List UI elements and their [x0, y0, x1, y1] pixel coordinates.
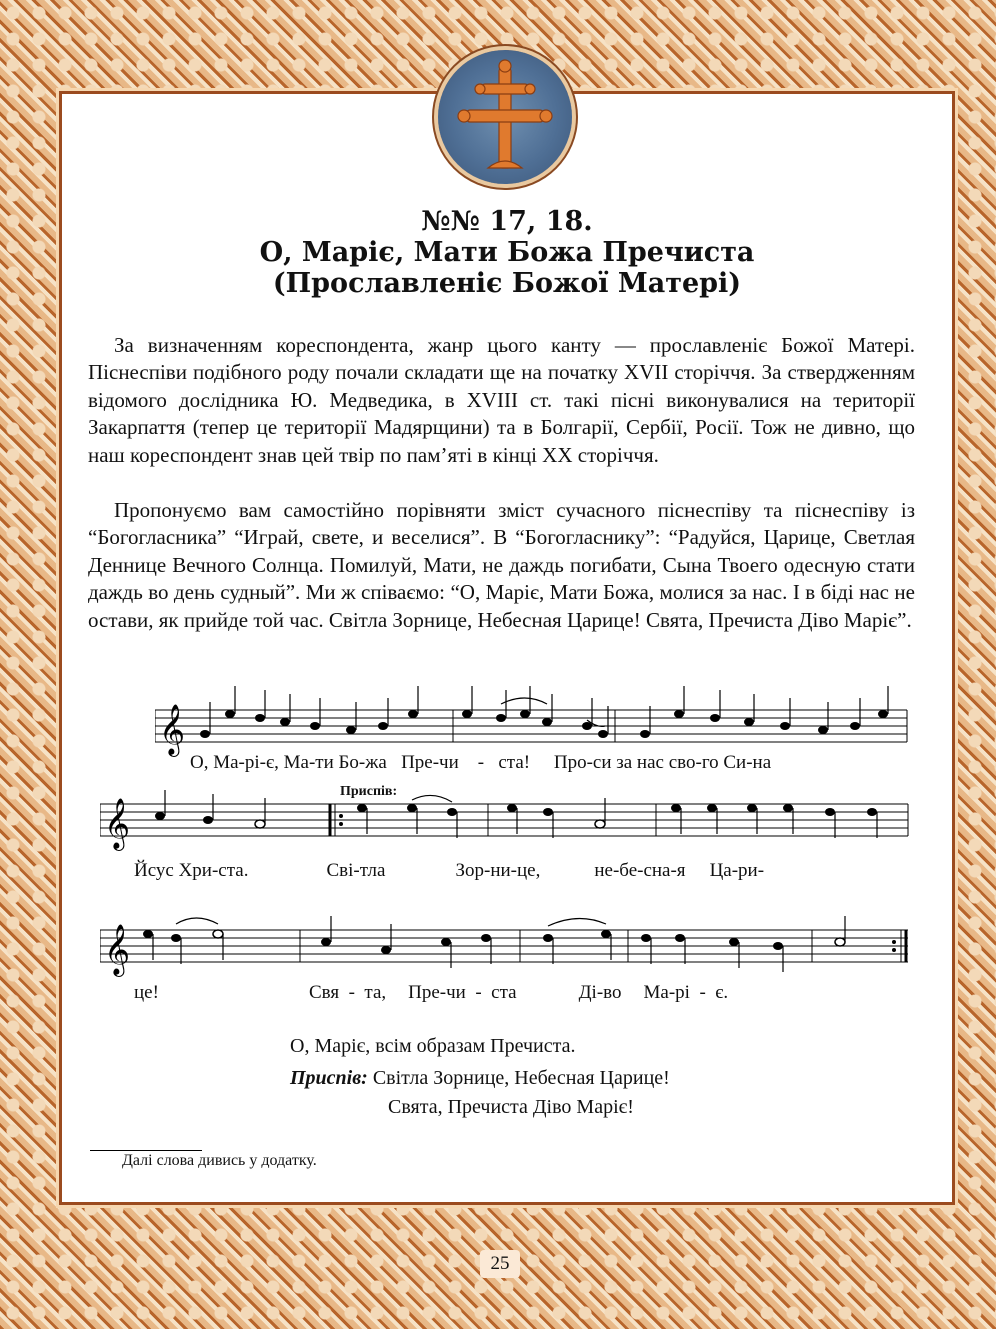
- lyrics-line-1: О, Ма-рі-є, Ма-ти Бо-жа Пре-чи - ста! Про-си за нас сво-го Си-на: [190, 752, 772, 773]
- footnote: Далі слова дивись у додатку.: [122, 1152, 317, 1169]
- verse-refrain-label: Приспів:: [290, 1067, 368, 1089]
- paragraph-1: За визначенням кореспондента, жанр цього канту — прославленіє Божої Матері. Піснеспіви подібного роду почали складати ще на початку XVII сторіччя. За ствердженням відомого дослідника Ю. Медведика, в XVIII ст. такі пісні виконувалися на території Закарпаття (тепер це території Мадярщини) та в Болгарії, Сербії, Росії. Тож не дивно, що наш кореспондент знав цей твір по пам’яті в кінці XX сторіччя.: [88, 333, 915, 467]
- verse-line-3: Свята, Пречиста Діво Маріє!: [388, 1096, 634, 1118]
- footnote-divider: [90, 1150, 202, 1151]
- title-subtitle: (Прославленіє Божої Матері): [272, 268, 742, 299]
- treble-clef-icon: 𝄞: [104, 798, 131, 849]
- cross-emblem-icon: [438, 50, 572, 184]
- paragraph-2: Пропонуємо вам самостійно порівняти зміст сучасного піснеспіву та піснеспіву із “Богогласника” “Играй, свете, и веселися”. В “Богогласнику”: “Радуйся, Царице, Светлая Деннице Вечного Солнца. Помилуй, Мати, не даждь погибати, Сына Твоего одесную стати даждь во день судный”. Ми ж співаємо: “О, Маріє, Мати Божа, молися за нас. І в біді нас не остави, як прийде той час. Світла Зорнице, Небесная Царице! Свята, Пречиста Діво Маріє”.: [88, 498, 915, 632]
- verse-line-1: О, Маріє, всім образам Пречиста.: [290, 1035, 576, 1057]
- verse-line-2: Приспів: Світла Зорнице, Небесная Царице!: [290, 1067, 670, 1089]
- music-staff-2: [100, 790, 915, 870]
- refrain-label: Приспів:: [340, 784, 398, 799]
- title-number: №№ 17, 18.: [421, 206, 593, 237]
- lyrics-line-3: це! Свя - та, Пре-чи - ста Ді-во Ма-рі - є.: [134, 982, 729, 1003]
- page-number: 25: [480, 1250, 520, 1278]
- treble-clef-icon: 𝄞: [159, 704, 186, 755]
- title-name: О, Маріє, Мати Божа Пречиста: [259, 237, 755, 268]
- treble-clef-icon: 𝄞: [104, 924, 131, 975]
- page-title: [62, 206, 952, 299]
- music-staff-1: [155, 680, 915, 760]
- music-staff-3: [100, 910, 915, 990]
- lyrics-line-2: Йсус Хри-ста. Сві-тла Зор-ни-це, не-бе-сна-я Ца-ри-: [134, 860, 765, 881]
